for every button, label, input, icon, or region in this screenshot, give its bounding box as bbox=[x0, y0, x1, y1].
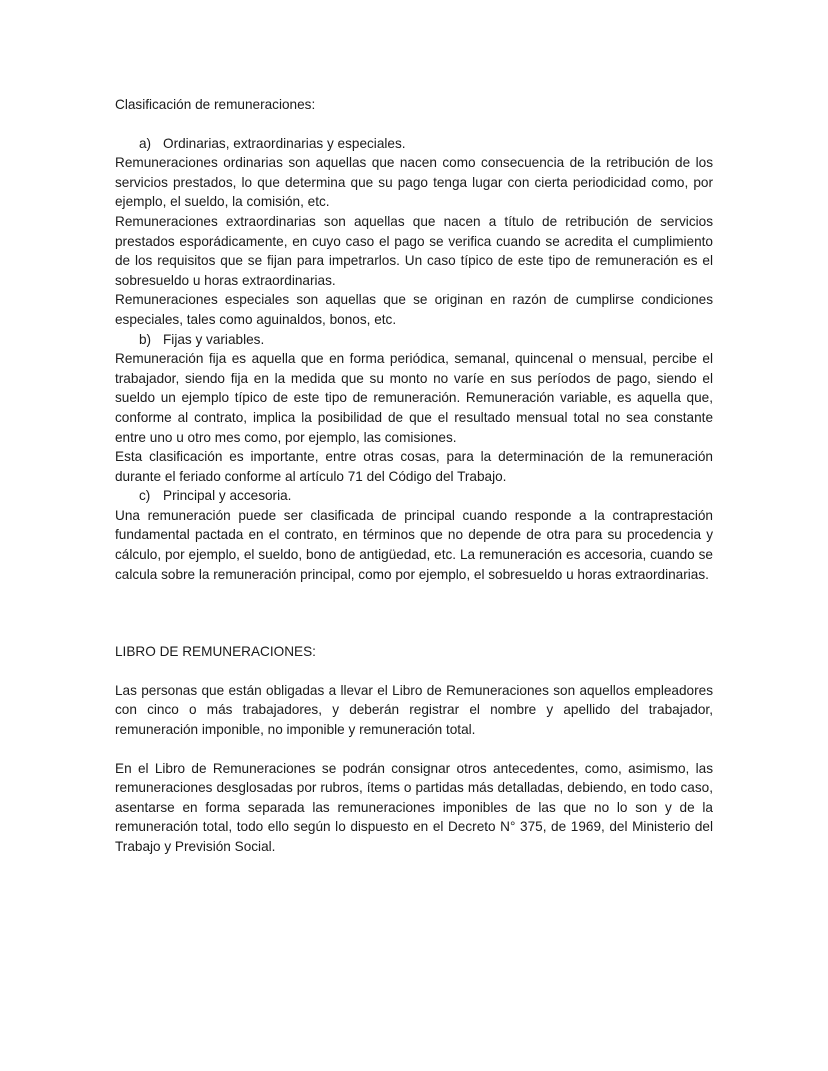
list-label-c: Principal y accesoria. bbox=[163, 488, 292, 504]
paragraph-libro-obligados: Las personas que están obligadas a llevar el Libro de Remuneraciones son aquellos empleadores con cinco o más trabajadores, y deberán registrar el nombre y apellido del trabajador, remuneración imponible, no imponible y remuneración total. bbox=[115, 682, 713, 738]
list-label-a: Ordinarias, extraordinarias y especiales. bbox=[163, 135, 406, 151]
paragraph-clasificacion-importante: Esta clasificación es importante, entre otras cosas, para la determinación de la remuneración durante el feriado conforme al artículo 71 del Código del Trabajo. bbox=[115, 449, 713, 484]
list-item-b bbox=[115, 330, 713, 350]
paragraph-ordinarias: Remuneraciones ordinarias son aquellas que nacen como consecuencia de la retribución de los servicios prestados, lo que determina que su pago tenga lugar con cierta periodicidad como, por ejemplo, el sueldo, la comisión, etc. bbox=[115, 155, 713, 210]
list-item-c bbox=[115, 486, 713, 506]
list-marker-c: c) bbox=[139, 488, 151, 504]
paragraph-fija-variable: Remuneración fija es aquella que en forma periódica, semanal, quincenal o mensual, percibe el trabajador, siendo fija en la medida que su monto no varíe en sus períodos de pago, siendo el sueldo un ejemplo típico de este tipo de remuneración. Remuneración variable, es aquella que, conforme al contrato, implica la posibilidad de que el resultado mensual total no sea constante entre uno u otro mes como, por ejemplo, las comisiones. bbox=[115, 351, 713, 445]
section-title-clasificacion: Clasificación de remuneraciones: bbox=[115, 97, 316, 112]
list-marker-a: a) bbox=[139, 135, 152, 151]
paragraph-principal-accesoria: Una remuneración puede ser clasificada de principal cuando responde a la contraprestación fundamental pactada en el contrato, en términos que no depende de otra para su procedencia y cálculo, por ejemplo, el sueldo, bono de antigüedad, etc. La remuneración es accesoria, cuando se calcula sobre la remuneración principal, como por ejemplo, el sobresueldo u horas extraordinarias. bbox=[115, 507, 713, 582]
document-page bbox=[115, 95, 713, 857]
list-label-b: Fijas y variables. bbox=[163, 331, 265, 347]
paragraph-especiales: Remuneraciones especiales son aquellas que se originan en razón de cumplirse condiciones especiales, tales como aguinaldos, bonos, etc. bbox=[115, 292, 713, 327]
list-item-a bbox=[115, 134, 713, 154]
paragraph-extraordinarias: Remuneraciones extraordinarias son aquellas que nacen a título de retribución de servicios prestados esporádicamente, en cuyo caso el pago se verifica cuando se acredita el cumplimiento de los requisitos que se fijan para impetrarlos. Un caso típico de este tipo de remuneración es el sobresueldo u horas extraordinarias. bbox=[115, 213, 713, 288]
section-title-libro: LIBRO DE REMUNERACIONES: bbox=[115, 644, 316, 660]
paragraph-libro-antecedentes: En el Libro de Remuneraciones se podrán consignar otros antecedentes, como, asimismo, las remuneraciones desglosadas por rubros, ítems o partidas más detalladas, debiendo, en todo caso, asentarse en forma separada las remuneraciones imponibles de las que no lo son y de la remuneración total, todo ello según lo dispuesto en el Decreto N° 375, de 1969, del Ministerio del Trabajo y Previsión Social. bbox=[115, 760, 713, 854]
list-marker-b: b) bbox=[139, 331, 152, 347]
